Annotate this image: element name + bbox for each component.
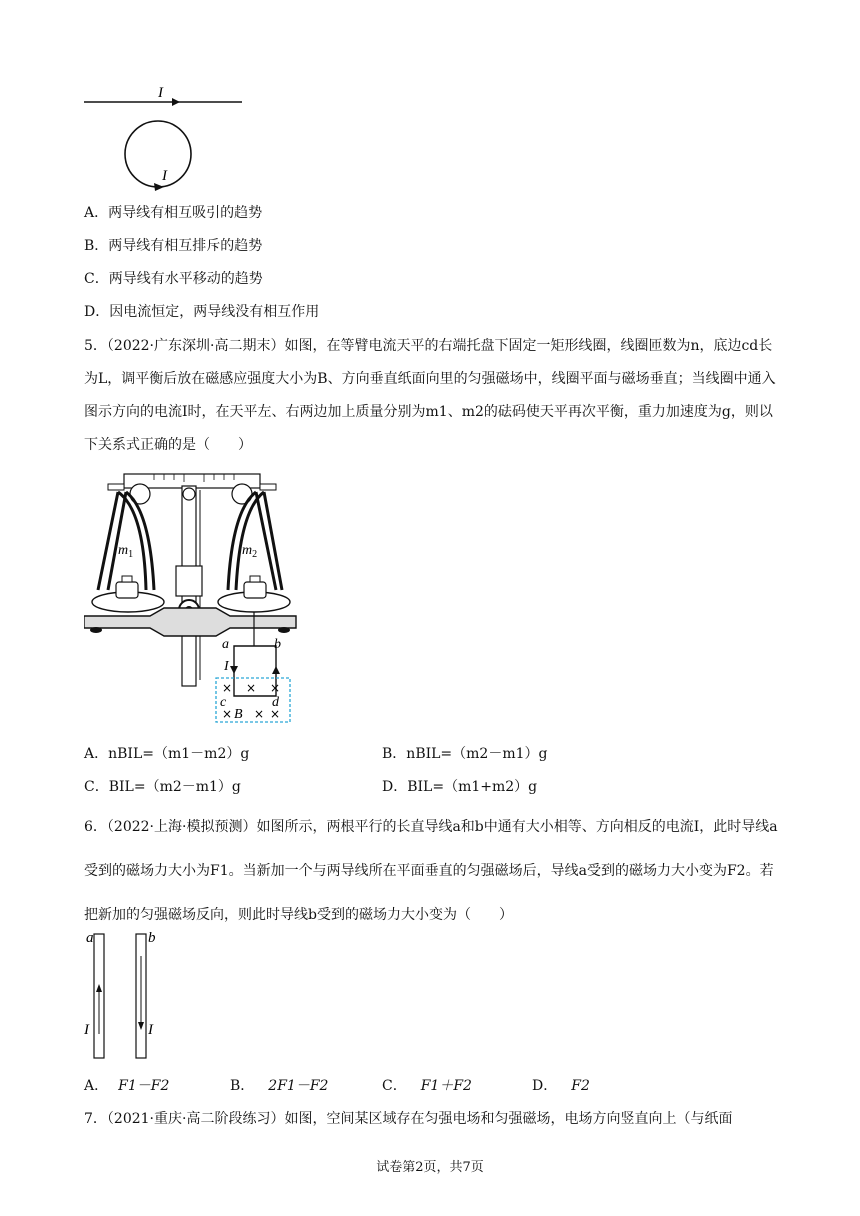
loop-current-label: I [162,168,167,184]
label-B: B [234,707,243,722]
right-weight [244,582,266,598]
q6-stem [84,805,784,937]
q7-source: （2021·重庆·高二阶段练习） [106,1111,285,1127]
q5-source: （2022·广东深圳·高二期末） [106,338,285,354]
label-d: d [272,695,279,710]
q5-figure [84,470,304,726]
label-c: c [220,695,227,710]
q6-option-d: D． F2 [532,1078,590,1094]
q4-option-b: B．两导线有相互排斥的趋势 [84,238,263,254]
q6-number: 6． [84,819,107,835]
label-b: b [274,637,281,652]
page-footer: 试卷第2页，共7页 [376,1160,484,1175]
wire-b-current-label: I [148,1022,153,1038]
q7-text: 如图，空间某区域存在匀强电场和匀强磁场，电场方向竖直向上（与纸面 [284,1111,733,1127]
label-I: I [224,659,229,674]
wire-current-arrow [172,98,180,106]
q5-number: 5． [84,338,107,354]
m1-label: $m_1$ [118,543,134,560]
q5-option-b: B．nBIL=（m2－m1）g [382,746,548,762]
q4-option-d: D．因电流恒定，两导线没有相互作用 [84,304,320,320]
wire-a-label: a [86,930,94,946]
q6-option-a: A． F1－F2 [84,1078,170,1094]
q4-figure [84,82,254,200]
svg-text:×: × [254,707,265,721]
q7-number: 7． [84,1111,107,1127]
svg-text:×: × [246,681,257,695]
q6-option-b: B． 2F1－F2 [230,1078,329,1094]
q5-stem [84,330,784,462]
m2-label: $m_2$ [242,543,258,560]
left-weight [116,582,138,598]
loop-current-arrow [154,183,164,191]
wire-current-label: I [158,85,163,101]
q7-stem [84,1109,732,1129]
wire-a-current-label: I [84,1022,89,1038]
q6-option-c: C． F1＋F2 [382,1078,472,1094]
label-a: a [222,637,229,652]
wire-b-label: b [148,930,156,946]
q4-option-c: C．两导线有水平移动的趋势 [84,271,263,287]
q6-figure [84,926,174,1060]
q6-text: 如图所示，两根平行的长直导线a和b中通有大小相等、方向相反的电流I，此时导线a受到的磁场力大小为F1。当新加一个与两导线所在平面垂直的匀强磁场后，导线a受到的磁场力大小变为F2。若把新加的匀强磁场反向，则此时导线b受到的磁场力大小变为（ ） [84,819,778,923]
q5-option-c: C．BIL=（m2－m1）g [84,779,241,795]
q6-source: （2022·上海·模拟预测） [106,819,257,835]
q4-option-a: A．两导线有相互吸引的趋势 [84,205,263,221]
q5-option-d: D．BIL=（m1+m2）g [382,779,538,795]
svg-text:×: × [270,681,281,695]
q5-option-a: A．nBIL=（m1－m2）g [84,746,250,762]
circular-loop [125,121,191,187]
svg-text:×: × [222,681,233,695]
svg-text:×: × [270,707,281,721]
svg-text:×: × [222,707,233,721]
q5-text: 如图，在等臂电流天平的右端托盘下固定一矩形线圈，线圈匝数为n，底边cd长为L，调平衡后放在磁感应强度大小为B、方向垂直纸面向里的匀强磁场中，线圈平面与磁场垂直；当线圈中通入图示方向的电流I时，在天平左、右两边加上质量分别为m1、m2的砝码使天平再次平衡，重力加速度为g，则以下关系式正确的是（ ） [84,338,776,453]
